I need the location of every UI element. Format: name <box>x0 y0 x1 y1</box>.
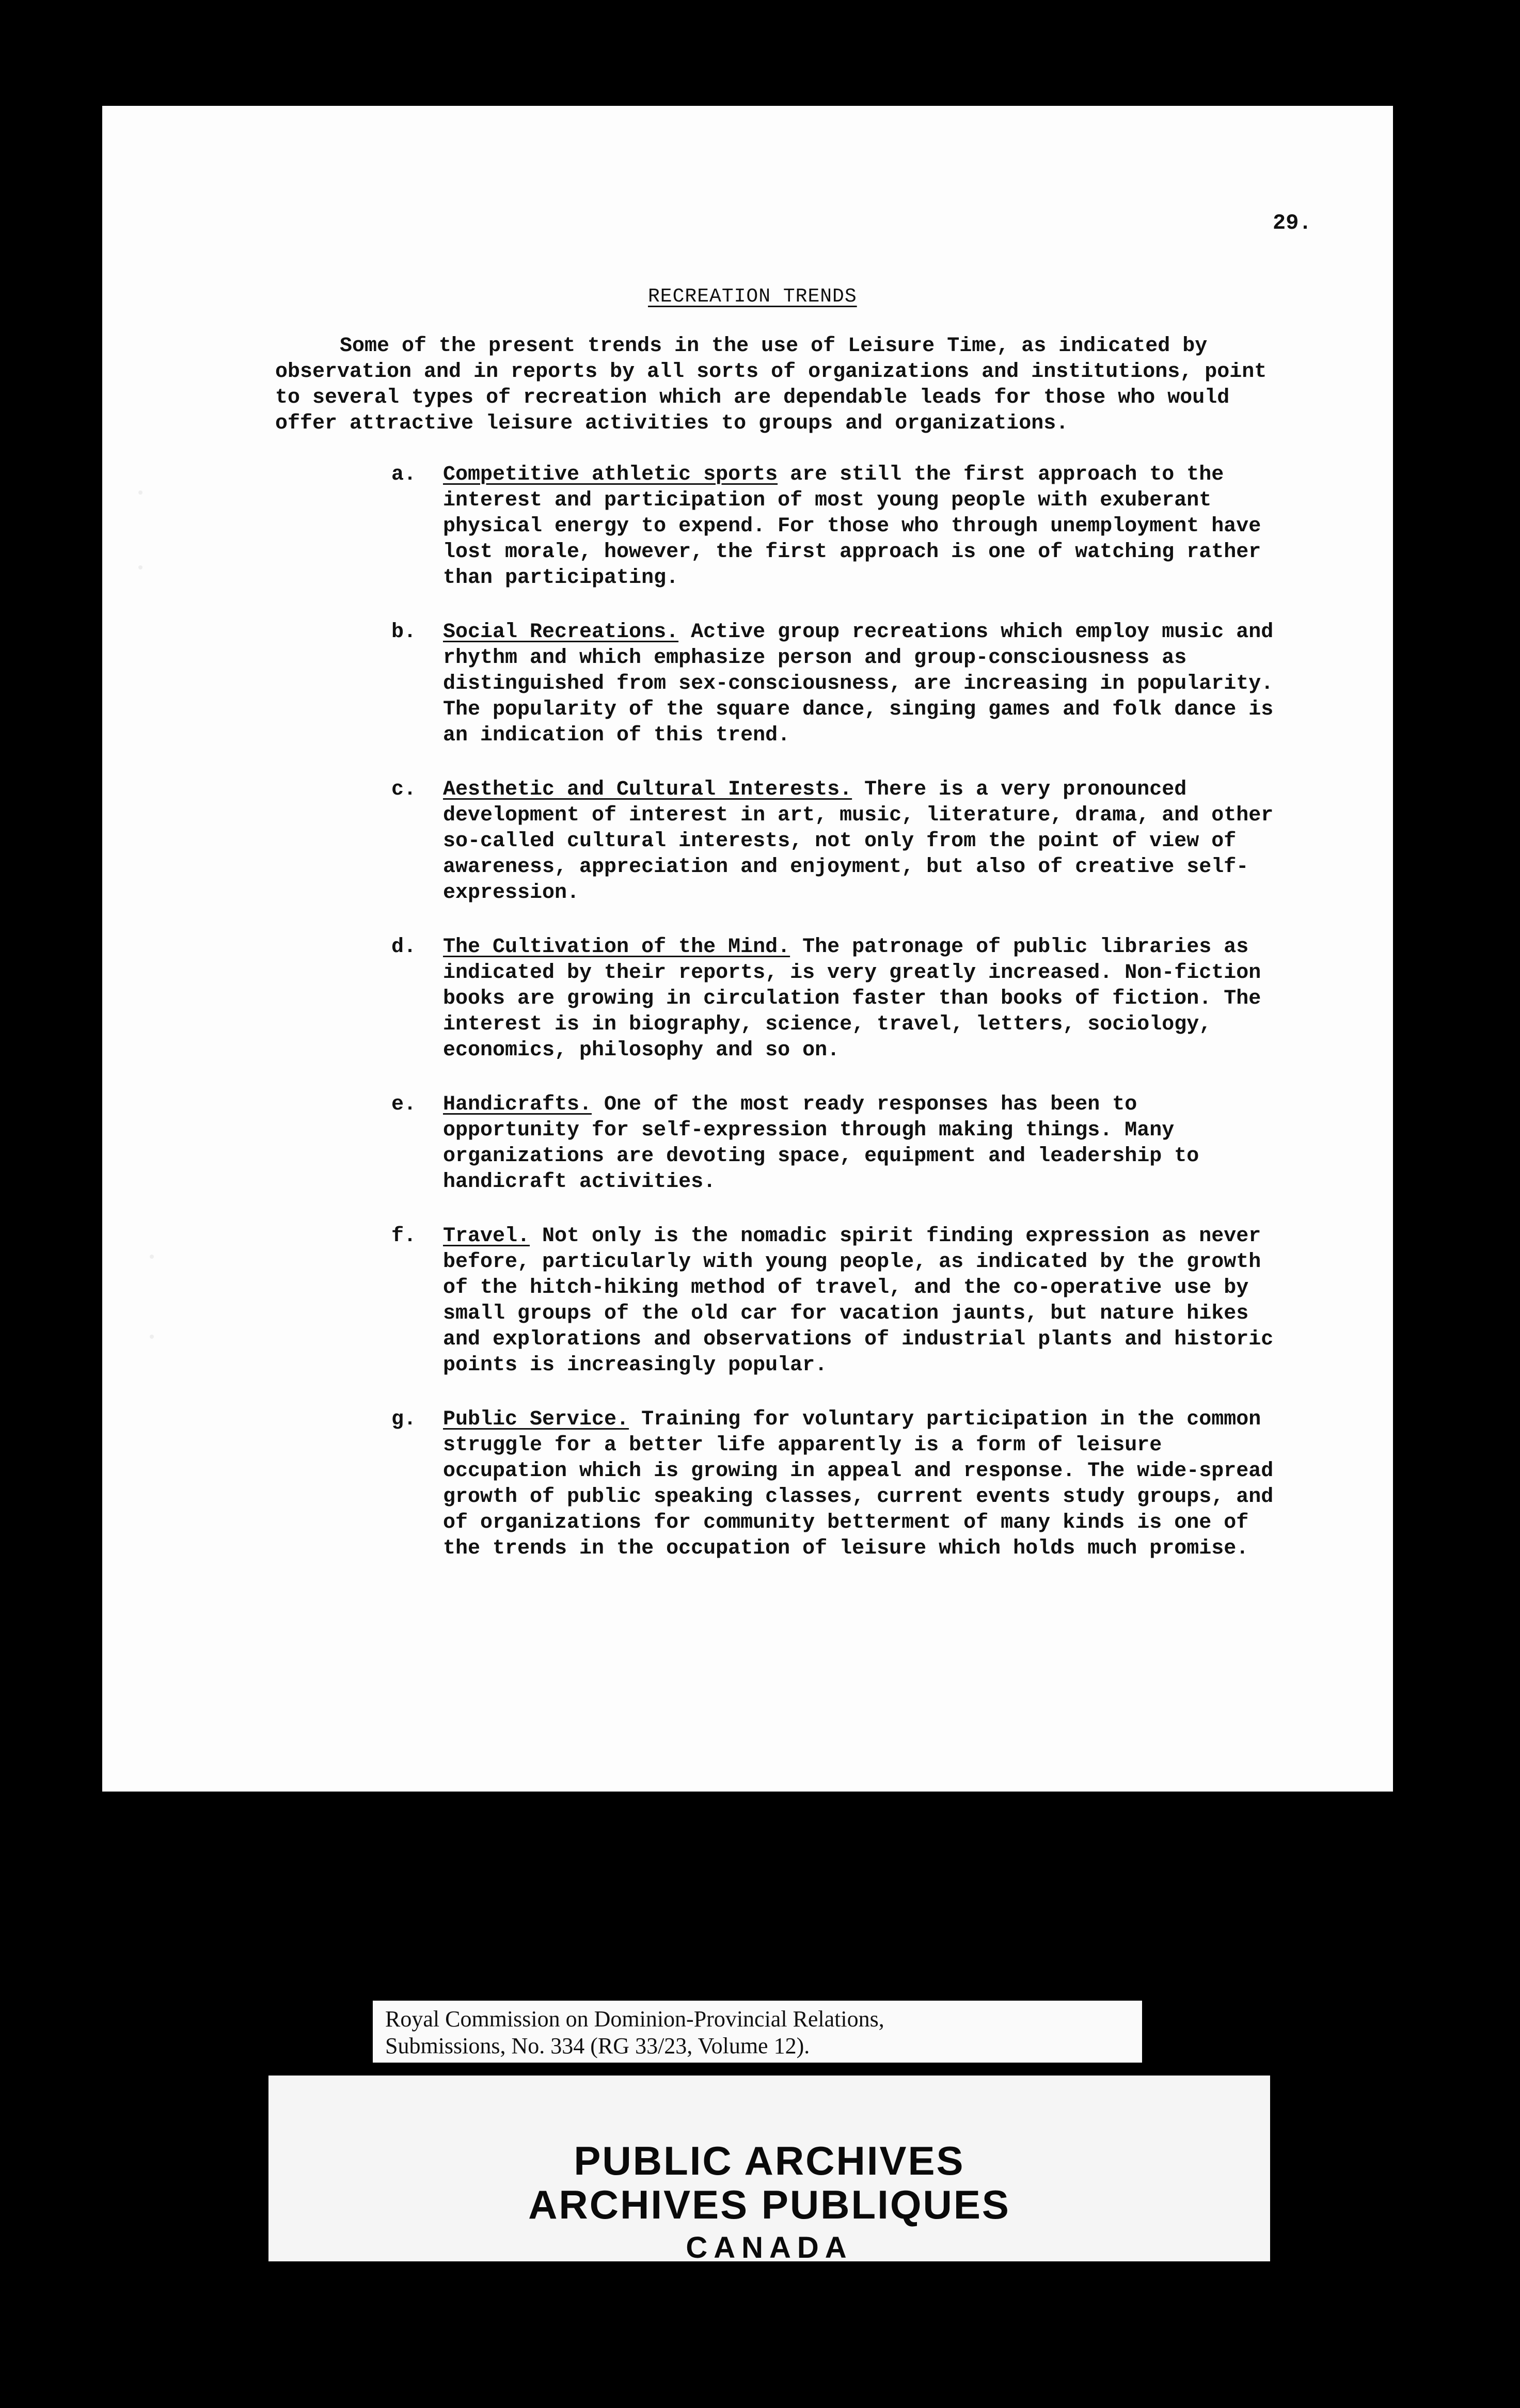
list-item <box>391 462 1279 591</box>
archive-label <box>373 2001 1142 2063</box>
item-text: One of the most ready responses has been to opportunity for self-expression through making things. Many organizations are devoting space, equipment and leadership to handicraft activities. <box>443 1093 1199 1194</box>
item-text: are still the first approach to the interest and participation of most young people with exuberant physical energy to expend. For those who through unemployment have lost morale, however, the first approach is one of watching rather than participating. <box>443 463 1261 590</box>
item-heading: Social Recreations. <box>443 621 679 644</box>
item-heading: The Cultivation of the Mind. <box>443 936 790 959</box>
document-title: RECREATION TRENDS <box>648 286 857 308</box>
list-item <box>391 777 1279 906</box>
margin-mark <box>138 490 142 495</box>
item-text: Training for voluntary participation in the common struggle for a better life apparently is a form of leisure occupation which is growing in appeal and response. The wide-spread growth of public speaking classes, current events study groups, and of organizations for community betterment of many kinds is one of the trends in the occupation of leisure which holds much promise. <box>443 1408 1274 1560</box>
margin-mark <box>138 565 142 569</box>
stamp-line-french: ARCHIVES PUBLIQUES <box>528 2182 1010 2227</box>
item-marker: b. <box>391 621 417 644</box>
list-item <box>391 1407 1279 1562</box>
item-heading: Aesthetic and Cultural Interests. <box>443 778 852 801</box>
item-text: There is a very pronounced development of interest in art, music, literature, drama, and other so-called cultural interests, not only from the point of view of awareness, appreciation and enjoyment, but also of creative self-expression. <box>443 778 1274 905</box>
archive-label-line: Submissions, No. 334 (RG 33/23, Volume 12). <box>385 2033 810 2058</box>
archive-label-line: Royal Commission on Dominion-Provincial Relations, <box>385 2006 884 2032</box>
stamp-line-country: CANADA <box>686 2231 853 2264</box>
list-item <box>391 620 1279 749</box>
list-item <box>391 934 1279 1064</box>
stamp-line-english: PUBLIC ARCHIVES <box>574 2138 965 2183</box>
item-marker: a. <box>391 463 417 486</box>
item-marker: d. <box>391 936 417 959</box>
item-text: Active group recreations which employ music and rhythm and which emphasize person and group-consciousness as distinguished from sex-consciousness, are increasing in popularity. The popularity of the square dance, singing games and folk dance is an indication of this trend. <box>443 621 1274 747</box>
margin-mark <box>150 1255 154 1259</box>
intro-paragraph: Some of the present trends in the use of Leisure Time, as indicated by observation and in reports by all sorts of organizations and institutions, point to several types of recreation which are dependable leads for those who would offer attractive leisure activities to groups and organizations. <box>275 335 1267 435</box>
item-text: Not only is the nomadic spirit finding expression as never before, particularly with young people, as indicated by the growth of the hitch-hiking method of travel, and the co-operative use by small groups of the old car for vacation jaunts, but nature hikes and explorations and observations of industrial plants and historic points is increasingly popular. <box>443 1225 1274 1377</box>
item-marker: e. <box>391 1093 417 1116</box>
trends-list <box>391 462 1279 1562</box>
margin-mark <box>150 1335 154 1339</box>
page-number: 29. <box>1273 211 1312 235</box>
item-marker: f. <box>391 1225 417 1248</box>
item-heading: Competitive athletic sports <box>443 463 778 486</box>
list-item <box>391 1092 1279 1195</box>
item-marker: c. <box>391 778 417 801</box>
list-item <box>391 1224 1279 1379</box>
item-heading: Public Service. <box>443 1408 629 1431</box>
archives-stamp <box>268 2076 1270 2264</box>
item-heading: Handicrafts. <box>443 1093 592 1116</box>
item-marker: g. <box>391 1408 417 1431</box>
item-text: The patronage of public libraries as indicated by their reports, is very greatly increased. Non-fiction books are growing in circulation faster than books of fiction. The interest is in biography, science, travel, letters, sociology, economics, philosophy and so on. <box>443 936 1261 1062</box>
item-heading: Travel. <box>443 1225 530 1248</box>
